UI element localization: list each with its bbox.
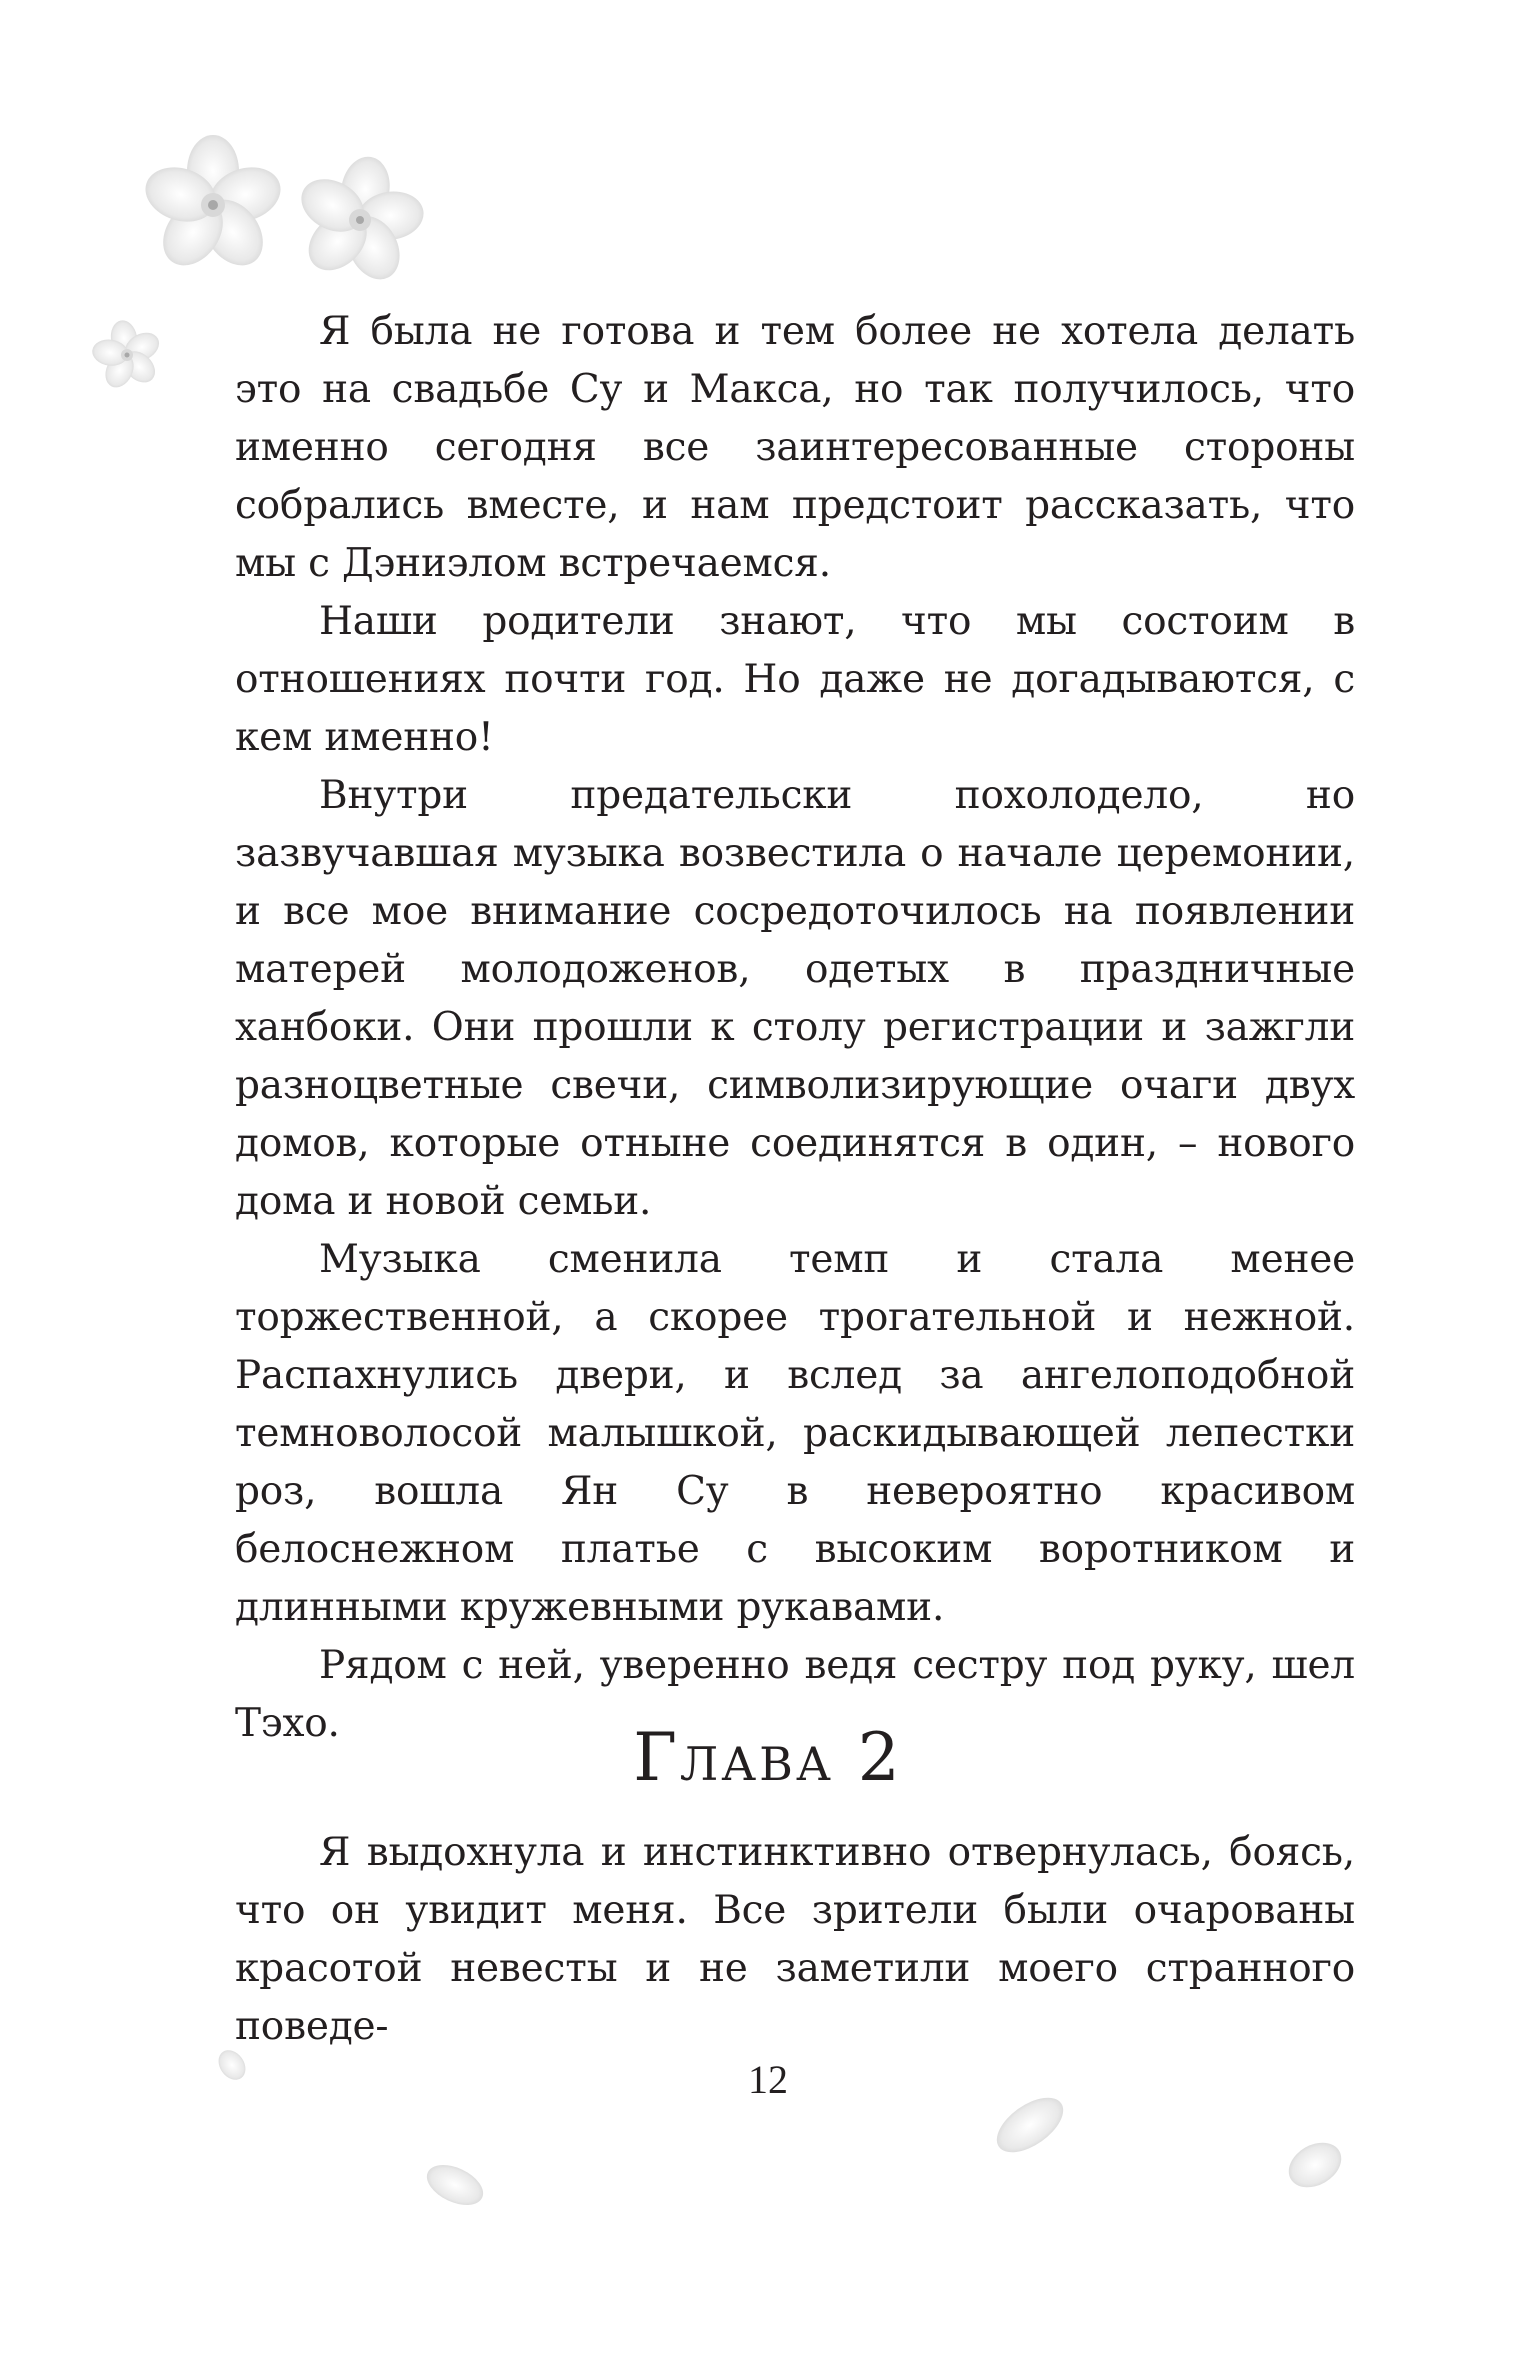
paragraph: Внутри предательски похолодело, но зазвучавшая музыка возвестила о начале церемонии, и все мое внимание сосредоточилось на появлении матерей молодоженов, одетых в праздничные ханбоки. Они прошли к столу регистрации и зажгли разноцветные свечи, символизирующие очаги двух домов, которые отныне соединятся в один, – нового дома и новой семьи. xyxy=(235,773,1355,1224)
paragraph: Наши родители знают, что мы состоим в отношениях почти год. Но даже не догадываются, с кем именно! xyxy=(235,599,1355,760)
sakura-flower-icon xyxy=(85,315,170,395)
petal-icon xyxy=(985,2090,1075,2160)
petal-icon xyxy=(420,2158,490,2213)
petal-icon xyxy=(212,2045,252,2085)
petal-icon xyxy=(1280,2130,1350,2200)
paragraph: Рядом с ней, уверенно ведя сестру под руку, шел Тэхо. xyxy=(235,1643,1355,1746)
body-text-top xyxy=(235,303,1355,1753)
sakura-flower-icon xyxy=(128,130,298,280)
paragraph: Я была не готова и тем более не хотела делать это на свадьбе Су и Макса, но так получилось, что именно сегодня все заинтересованные стороны собрались вместе, и нам предстоит рассказать, что мы с Дэниэлом встречаемся. xyxy=(235,309,1355,586)
body-text-bottom xyxy=(235,1824,1355,2056)
paragraph: Я выдохнула и инстинктивно отвернулась, боясь, что он увидит меня. Все зрители были очарованы красотой невесты и не заметили моего странного поведе- xyxy=(235,1830,1355,2049)
page-number: 12 xyxy=(748,2057,788,2102)
sakura-flower-icon xyxy=(285,150,435,290)
paragraph: Музыка сменила темп и стала менее торжественной, а скорее трогательной и нежной. Распахнулись двери, и вслед за ангелоподобной темноволосой малышкой, раскидывающей лепестки роз, вошла Ян Су в невероятно красивом белоснежном платье с высоким воротником и длинными кружевными рукавами. xyxy=(235,1237,1355,1630)
chapter-title: Глава 2 xyxy=(633,1719,903,1796)
